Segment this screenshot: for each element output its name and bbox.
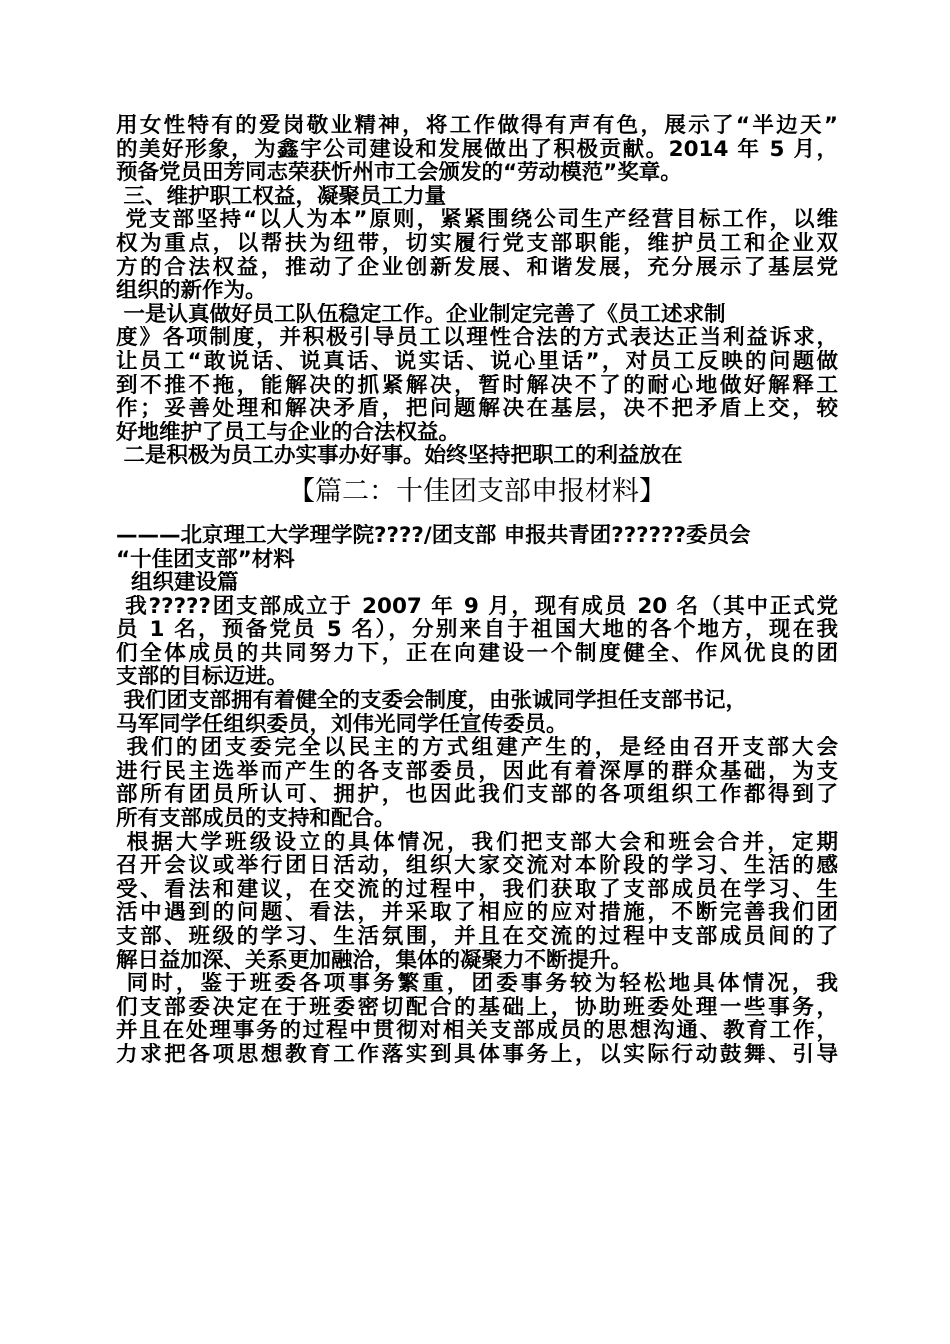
part1-text [116,114,838,468]
text-line: 进行民主选举而产生的各支部委员，因此有着深厚的群众基础，为支 [116,759,838,784]
document-page [116,114,838,1067]
section-heading: 三、维护职工权益，凝聚员工力量 [116,184,446,209]
text-line: 党支部坚持“以人为本”原则，紧紧围绕公司生产经营目标工作，以维 [116,208,838,232]
text-line: 支部的目标迈进。 [116,665,289,690]
text-line: 同时，鉴于班委各项事务繁重，团委事务较为轻松地具体情况，我 [116,972,838,996]
text-line: 马军同学任组织委员，刘伟光同学任宣传委员。 [116,712,568,737]
text-line: 一是认真做好员工队伍稳定工作。企业制定完善了《员工述求制 [116,302,726,327]
text-line: 召开会议或举行团日活动，组织大家交流对本阶段的学习、生活的感 [116,854,838,878]
text-line: 并且在处理事务的过程中贯彻对相关支部成员的思想沟通、教育工作， [116,1019,838,1043]
text-line: 到不推不拖，能解决的抓紧解决，暂时解决不了的耐心地做好解释工 [116,373,838,398]
text-line: ———北京理工大学理学院????/团支部 申报共青团??????委员会 [116,523,751,548]
text-line: 活中遇到的问题、看法，并采取了相应的应对措施，不断完善我们团 [116,901,838,925]
text-line: 受、看法和建议，在交流的过程中，我们获取了支部成员在学习、生 [116,877,838,902]
text-line: 根据大学班级设立的具体情况，我们把支部大会和班会合并，定期 [116,830,838,855]
text-line: 好地维护了员工与企业的合法权益。 [116,420,461,445]
text-line: 我们团支部拥有着健全的支委会制度，由张诚同学担任支部书记， [116,689,747,713]
text-line: 组织的新作为。 [116,279,267,303]
text-line: 度》各项制度，并积极引导员工以理性合法的方式表达正当利益诉求， [116,326,838,350]
section-title: 【篇二：十佳团支部申报材料】 [288,475,666,507]
text-line: 部所有团员所认可、拥护，也因此我们支部的各项组织工作都得到了 [116,783,838,808]
text-line: “十佳团支部”材料 [116,547,295,572]
text-line: 们全体成员的共同努力下，正在向建设一个制度健全、作风优良的团 [116,641,838,666]
text-line: 员 1 名，预备党员 5 名），分别来自于祖国大地的各个地方，现在我 [116,618,838,642]
text-line: 们支部委决定在于班委密切配合的基础上，协助班委处理一些事务， [116,995,838,1020]
text-line: 预备党员田芳同志荣获忻州市工会颁发的“劳动模范”奖章。 [116,161,682,185]
text-line: 我?????团支部成立于 2007 年 9 月，现有成员 20 名（其中正式党 [116,594,838,619]
text-line: 用女性特有的爱岗敬业精神，将工作做得有声有色，展示了“半边天” [116,114,838,138]
part2-text [116,524,838,1067]
text-line: 权为重点，以帮扶为纽带，切实履行党支部职能，维护员工和企业双 [116,231,838,256]
section-heading: 组织建设篇 [116,571,239,595]
text-line: 的美好形象，为鑫宇公司建设和发展做出了积极贡献。2014 年 5 月， [116,137,838,162]
text-line: 我们的团支委完全以民主的方式组建产生的，是经由召开支部大会 [116,736,838,760]
text-line: 方的合法权益，推动了企业创新发展、和谐发展，充分展示了基层党 [116,255,838,280]
text-line: 所有支部成员的支持和配合。 [116,807,396,831]
text-line: 解日益加深、关系更加融洽，集体的凝聚力不断提升。 [116,948,633,973]
text-line: 让员工“敢说话、说真话、说实话、说心里话”，对员工反映的问题做 [116,349,838,374]
text-line: 二是积极为员工办实事办好事。始终坚持把职工的利益放在 [116,444,683,468]
text-line: 支部、班级的学习、生活氛围，并且在交流的过程中支部成员间的了 [116,925,838,949]
text-line: 作；妥善处理和解决矛盾，把问题解决在基层，决不把矛盾上交，较 [116,397,838,421]
text-line: 力求把各项思想教育工作落实到具体事务上，以实际行动鼓舞、引导 [116,1042,838,1067]
